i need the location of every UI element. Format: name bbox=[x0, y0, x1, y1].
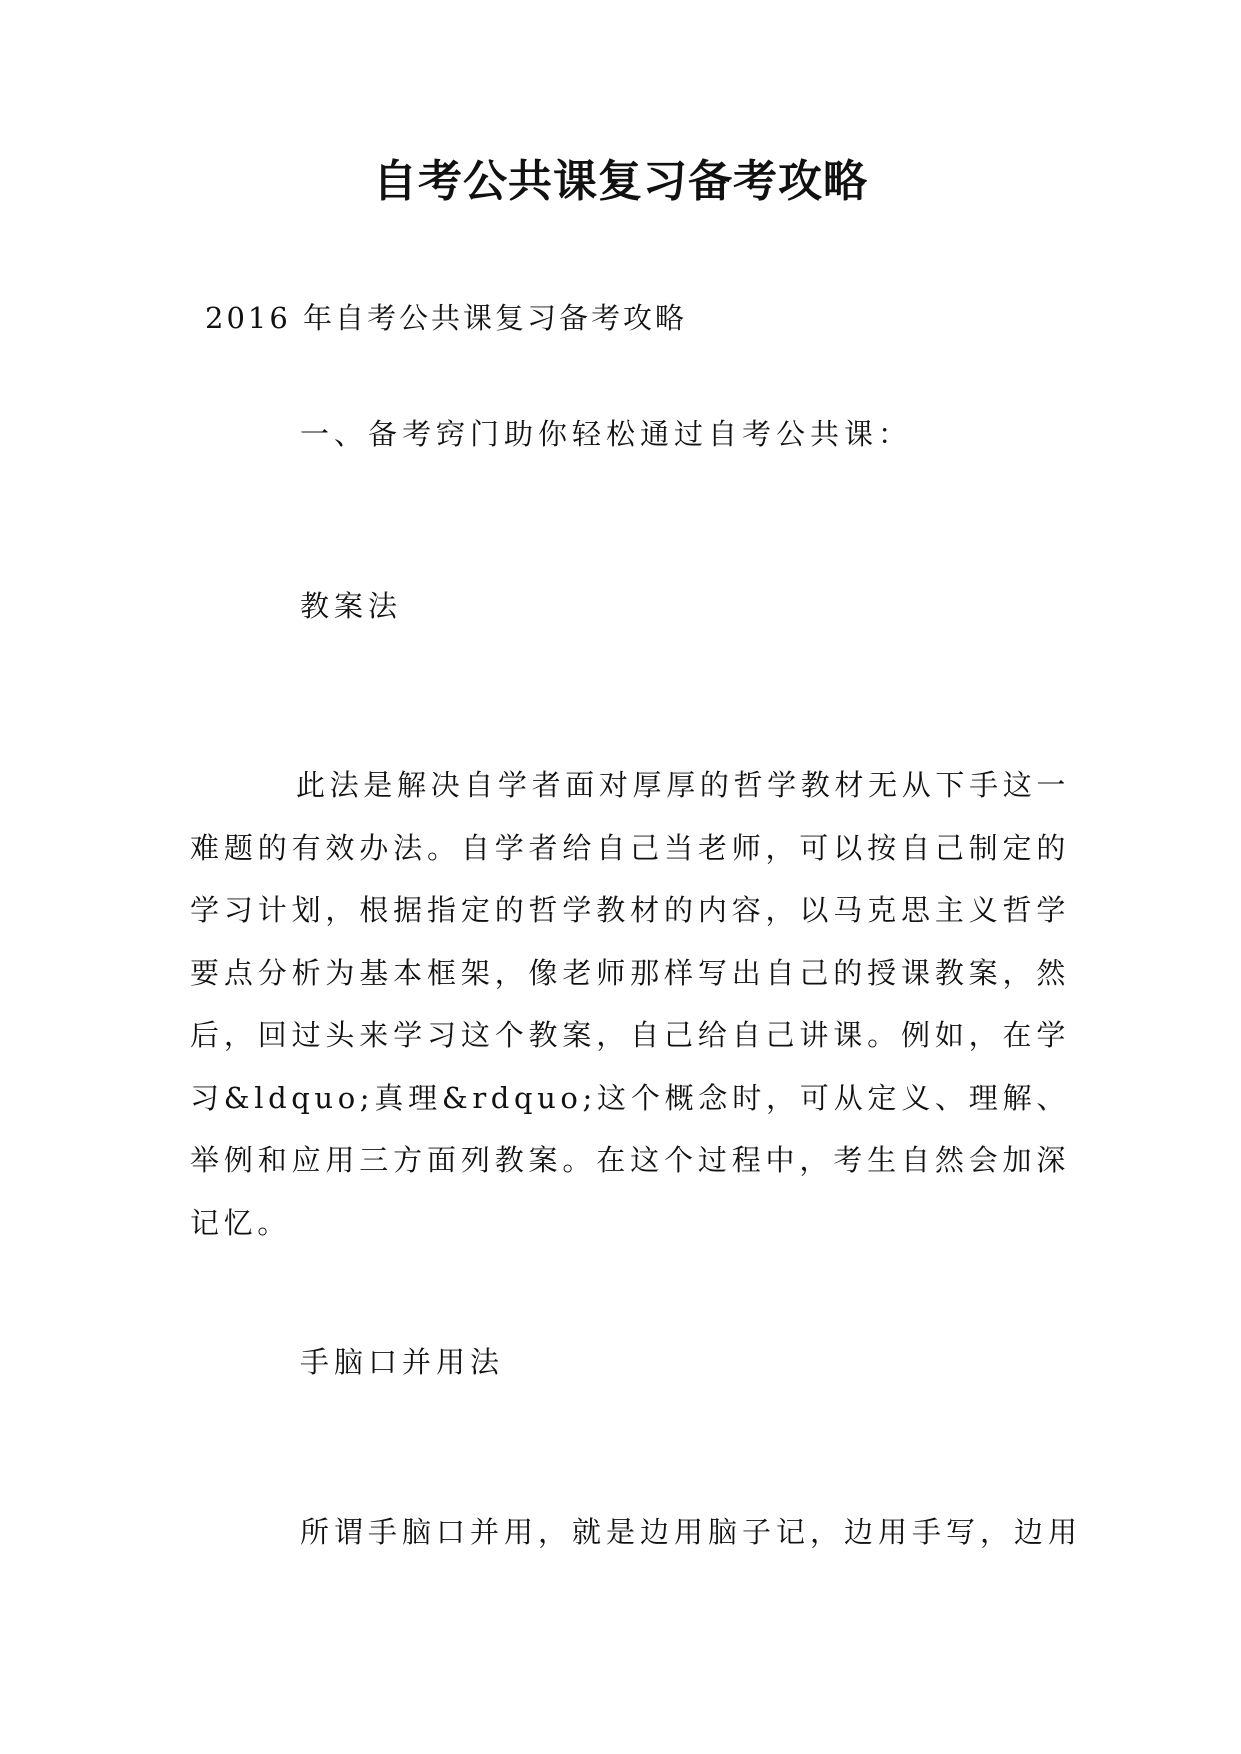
method-title: 教案法 bbox=[300, 589, 403, 623]
document-title: 自考公共课复习备考攻略 bbox=[373, 156, 868, 207]
section-heading: 一、备考窍门助你轻松通过自考公共课： bbox=[300, 417, 913, 451]
document-subtitle: 2016 年自考公共课复习备考攻略 bbox=[205, 301, 688, 335]
method-title: 手脑口并用法 bbox=[300, 1345, 505, 1379]
method-paragraph: 此法是解决自学者面对厚厚的哲学教材无从下手这一难题的有效办法。自学者给自己当老师，可以按自己制定的学习计划，根据指定的哲学教材的内容，以马克思主义哲学要点分析为基本框架，像老师那样写出自己的授课教案，然后，回过头来学习这个教案，自己给自己讲课。例如，在学习&ldquo;真理&rdquo;这个概念时，可从定义、理解、举例和应用三方面列教案。在这个过程中，考生自然会加深记忆。 bbox=[190, 768, 1070, 1240]
method-paragraph: 所谓手脑口并用，就是边用脑子记，边用手写，边用 bbox=[300, 1515, 1083, 1549]
